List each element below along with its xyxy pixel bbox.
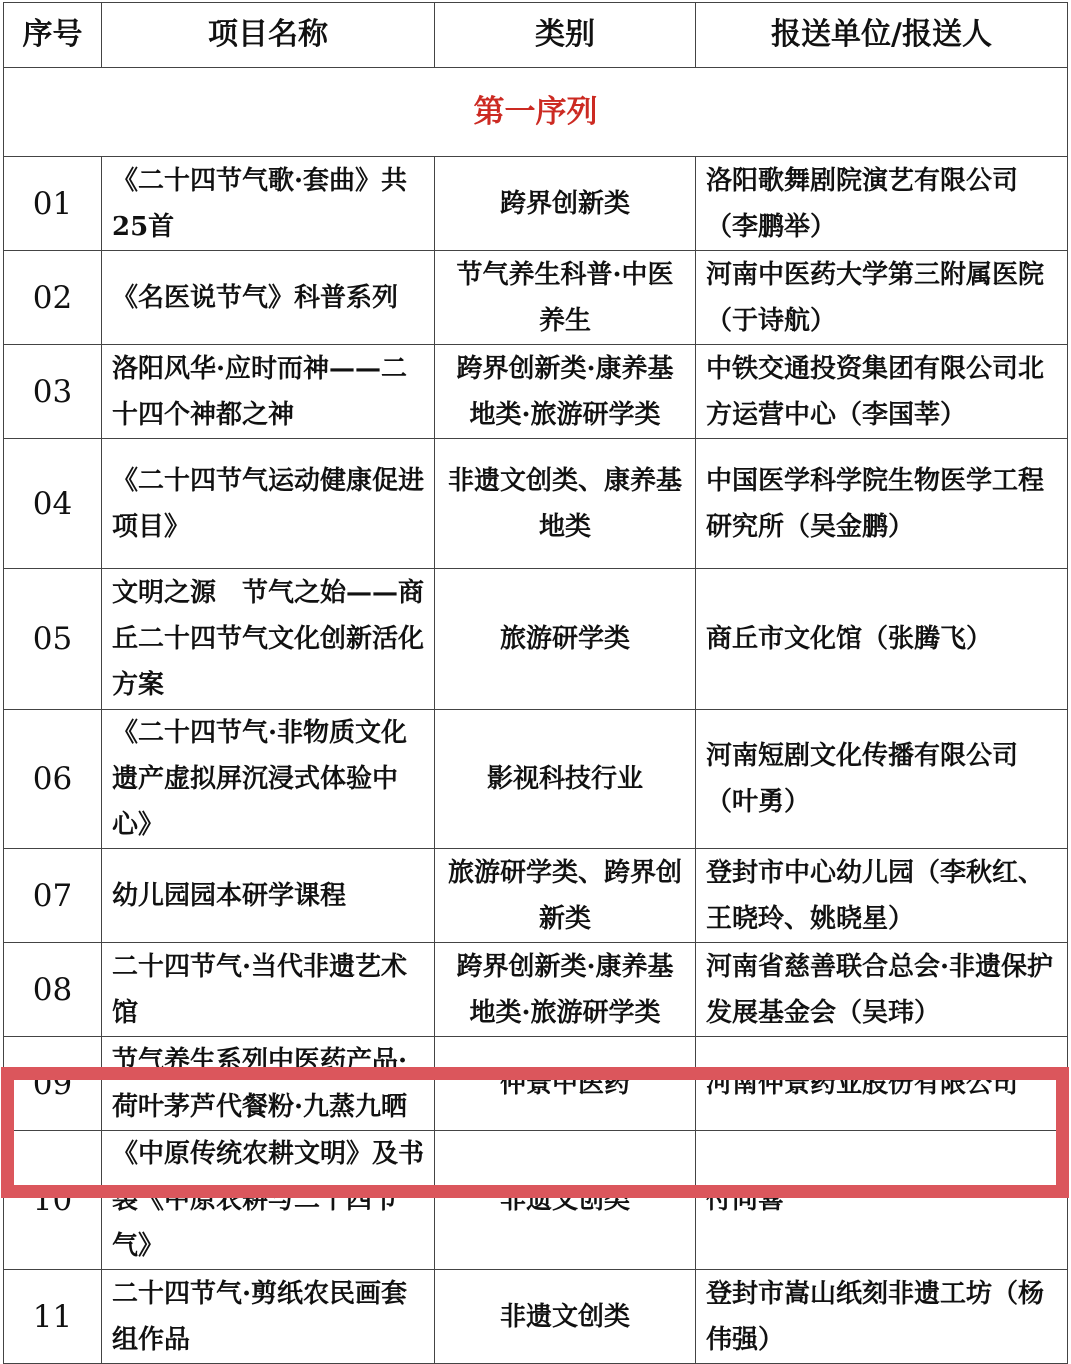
table-row bbox=[4, 1037, 1068, 1131]
row-category: 跨界创新类 bbox=[435, 157, 696, 251]
row-category: 旅游研学类 bbox=[435, 569, 696, 710]
row-project-name: 《名医说节气》科普系列 bbox=[102, 251, 435, 345]
row-category: 跨界创新类·康养基地类·旅游研学类 bbox=[435, 943, 696, 1037]
header-no: 序号 bbox=[4, 3, 102, 68]
row-project-name: 《二十四节气歌·套曲》共25首 bbox=[102, 157, 435, 251]
row-category: 影视科技行业 bbox=[435, 710, 696, 849]
row-number: 10 bbox=[4, 1131, 102, 1270]
row-category: 旅游研学类、跨界创新类 bbox=[435, 849, 696, 943]
table-row bbox=[4, 345, 1068, 439]
header-org: 报送单位/报送人 bbox=[696, 3, 1068, 68]
row-number: 05 bbox=[4, 569, 102, 710]
row-number: 06 bbox=[4, 710, 102, 849]
row-organization: 登封市嵩山纸刻非遗工坊（杨伟强） bbox=[696, 1270, 1068, 1364]
row-number: 07 bbox=[4, 849, 102, 943]
table-row-highlighted bbox=[4, 1131, 1068, 1270]
row-organization: 洛阳歌舞剧院演艺有限公司（李鹏举） bbox=[696, 157, 1068, 251]
row-number: 08 bbox=[4, 943, 102, 1037]
row-number: 09 bbox=[4, 1037, 102, 1131]
row-project-name: 二十四节气·当代非遗艺术馆 bbox=[102, 943, 435, 1037]
row-organization: 登封市中心幼儿园（李秋红、王晓玲、姚晓星） bbox=[696, 849, 1068, 943]
row-project-name-text: 节气养生系列中医药产品·荷叶茅芦代餐粉·九蒸九晒 bbox=[112, 1045, 408, 1122]
section-title: 第一序列 bbox=[4, 68, 1068, 157]
row-organization: 中铁交通投资集团有限公司北方运营中心（李国莘） bbox=[696, 345, 1068, 439]
row-number: 11 bbox=[4, 1270, 102, 1364]
row-project-name: 二十四节气·剪纸农民画套组作品 bbox=[102, 1270, 435, 1364]
row-organization: 商丘市文化馆（张腾飞） bbox=[696, 569, 1068, 710]
table-row bbox=[4, 439, 1068, 569]
row-category: 跨界创新类·康养基地类·旅游研学类 bbox=[435, 345, 696, 439]
row-number: 01 bbox=[4, 157, 102, 251]
row-category: 非遗文创类 bbox=[435, 1131, 696, 1270]
row-organization: 河南中医药大学第三附属医院（于诗航） bbox=[696, 251, 1068, 345]
row-organization: 河南短剧文化传播有限公司（叶勇） bbox=[696, 710, 1068, 849]
header-category: 类别 bbox=[435, 3, 696, 68]
row-project-name: 幼儿园园本研学课程 bbox=[102, 849, 435, 943]
row-project-name bbox=[102, 1037, 435, 1131]
row-project-name: 文明之源 节气之始——商丘二十四节气文化创新活化方案 bbox=[102, 569, 435, 710]
table-row bbox=[4, 710, 1068, 849]
table-row bbox=[4, 251, 1068, 345]
row-category: 非遗文创类、康养基地类 bbox=[435, 439, 696, 569]
row-project-name: 《二十四节气运动健康促进项目》 bbox=[102, 439, 435, 569]
row-category: 节气养生科普·中医养生 bbox=[435, 251, 696, 345]
row-category: 非遗文创类 bbox=[435, 1270, 696, 1364]
row-organization: 付同喜 bbox=[696, 1131, 1068, 1270]
row-category: 仲景中医药 bbox=[435, 1037, 696, 1131]
row-project-name: 《二十四节气·非物质文化遗产虚拟屏沉浸式体验中心》 bbox=[102, 710, 435, 849]
table-row bbox=[4, 943, 1068, 1037]
table-row bbox=[4, 157, 1068, 251]
row-organization: 河南省慈善联合总会·非遗保护发展基金会（吴玮） bbox=[696, 943, 1068, 1037]
row-project-name: 《中原传统农耕文明》及书袋《中原农耕与二十四节气》 bbox=[102, 1131, 435, 1270]
row-number: 04 bbox=[4, 439, 102, 569]
table-header-row bbox=[4, 3, 1068, 68]
row-organization: 河南仲景药业股份有限公司 bbox=[696, 1037, 1068, 1131]
row-project-name: 洛阳风华·应时而神——二十四个神都之神 bbox=[102, 345, 435, 439]
row-number: 03 bbox=[4, 345, 102, 439]
project-table bbox=[3, 2, 1068, 1364]
header-name: 项目名称 bbox=[102, 3, 435, 68]
table-row bbox=[4, 849, 1068, 943]
row-organization: 中国医学科学院生物医学工程研究所（吴金鹏） bbox=[696, 439, 1068, 569]
row-number: 02 bbox=[4, 251, 102, 345]
table-row bbox=[4, 569, 1068, 710]
table-row bbox=[4, 1270, 1068, 1364]
section-row bbox=[4, 68, 1068, 157]
